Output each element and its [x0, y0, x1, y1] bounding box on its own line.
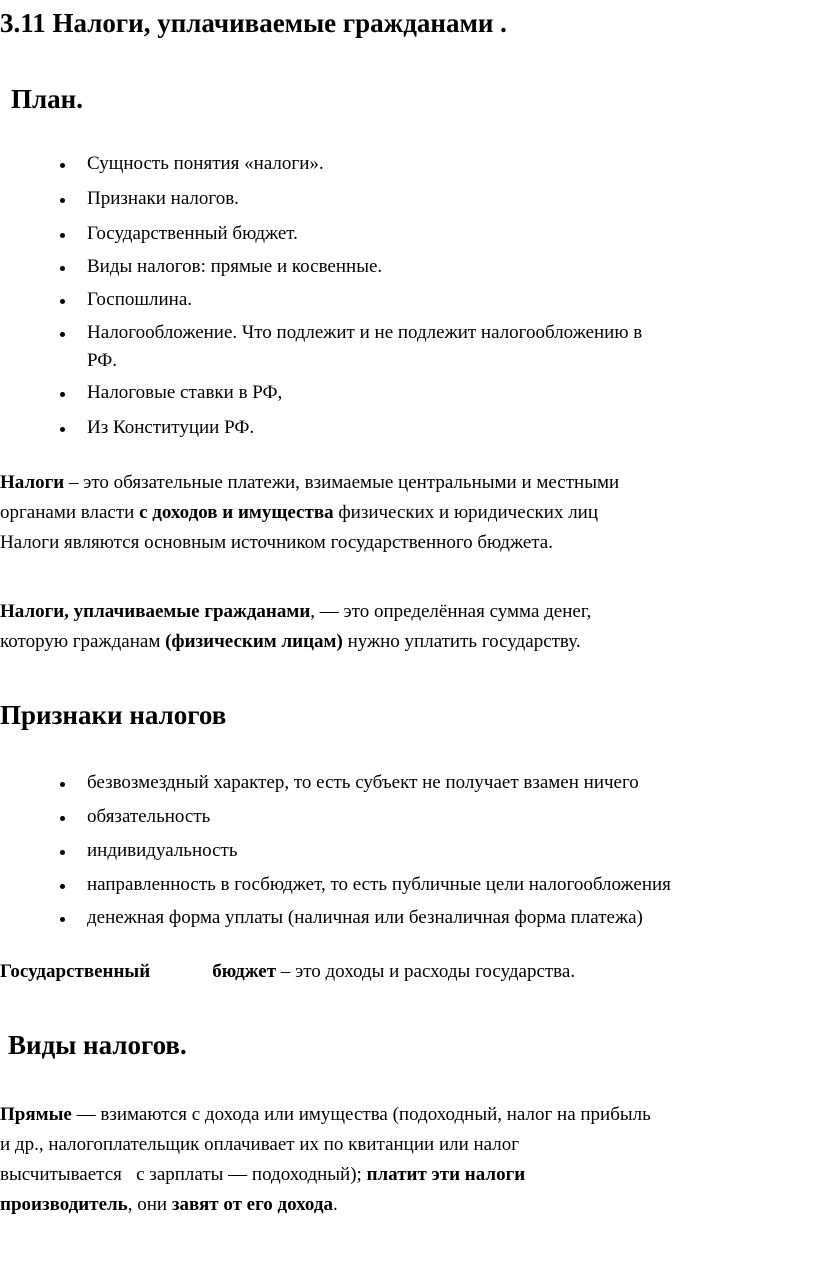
bullet-icon [60, 884, 65, 889]
list-item: Государственный бюджет. [87, 223, 298, 245]
bullet-icon [60, 392, 65, 397]
list-item: Виды налогов: прямые и косвенные. [87, 256, 382, 278]
bullet-icon [60, 198, 65, 203]
bullet-icon [60, 917, 65, 922]
list-item: безвозмездный характер, то есть субъект не получает взамен ничего [87, 772, 639, 794]
term-direct: Прямые [0, 1104, 72, 1125]
bullet-icon [60, 782, 65, 787]
list-item: индивидуальность [87, 840, 238, 862]
types-heading: Виды налогов. [8, 1030, 187, 1060]
bullet-icon [60, 427, 65, 432]
bullet-icon [60, 850, 65, 855]
plan-heading: План. [11, 84, 83, 114]
list-item-continuation: РФ. [87, 350, 118, 371]
direct-taxes-paragraph: Прямые — взимаются с дохода или имущества (подоходный, налог на прибыль и др., налогоплательщик оплачивает их по квитанции или налог высчитывается с зарплаты — подоходный); платит эти налоги производитель, они завят от его дохода. [0, 1104, 651, 1215]
budget-definition: Государственный бюджет – это доходы и расходы государства. [0, 961, 576, 982]
list-item: Признаки налогов. [87, 188, 239, 210]
list-item: денежная форма уплаты (наличная или безналичная форма платежа) [87, 907, 643, 929]
bullet-icon [60, 332, 65, 337]
list-item: Госпошлина. [87, 289, 192, 311]
signs-heading: Признаки налогов [0, 700, 227, 730]
definition-taxes: Налоги – это обязательные платежи, взимаемые центральными и местными органами власти с доходов и имущества физических и юридических лиц Налоги являются основным источником государственного бюджета. [0, 472, 620, 553]
definition-citizen-taxes: Налоги, уплачиваемые гражданами, — это определённая сумма денег, которую гражданам (физическим лицам) нужно уплатить государству. [0, 601, 592, 652]
bullet-icon [60, 266, 65, 271]
list-item: направленность в госбюджет, то есть публичные цели налогообложения [87, 874, 671, 896]
bullet-icon [60, 816, 65, 821]
list-item: Налоговые ставки в РФ, [87, 382, 282, 404]
page-title: 3.11 Налоги, уплачиваемые гражданами . [0, 8, 507, 38]
list-item: Налогообложение. Что подлежит и не подлежит налогообложению в [87, 322, 642, 344]
bullet-icon [60, 163, 65, 168]
bullet-icon [60, 233, 65, 238]
bullet-icon [60, 299, 65, 304]
term-citizen-taxes: Налоги, уплачиваемые гражданами [0, 601, 311, 622]
list-item: Сущность понятия «налоги». [87, 153, 324, 175]
list-item: обязательность [87, 806, 210, 828]
list-item: Из Конституции РФ. [87, 417, 254, 439]
term-taxes: Налоги [0, 472, 65, 493]
